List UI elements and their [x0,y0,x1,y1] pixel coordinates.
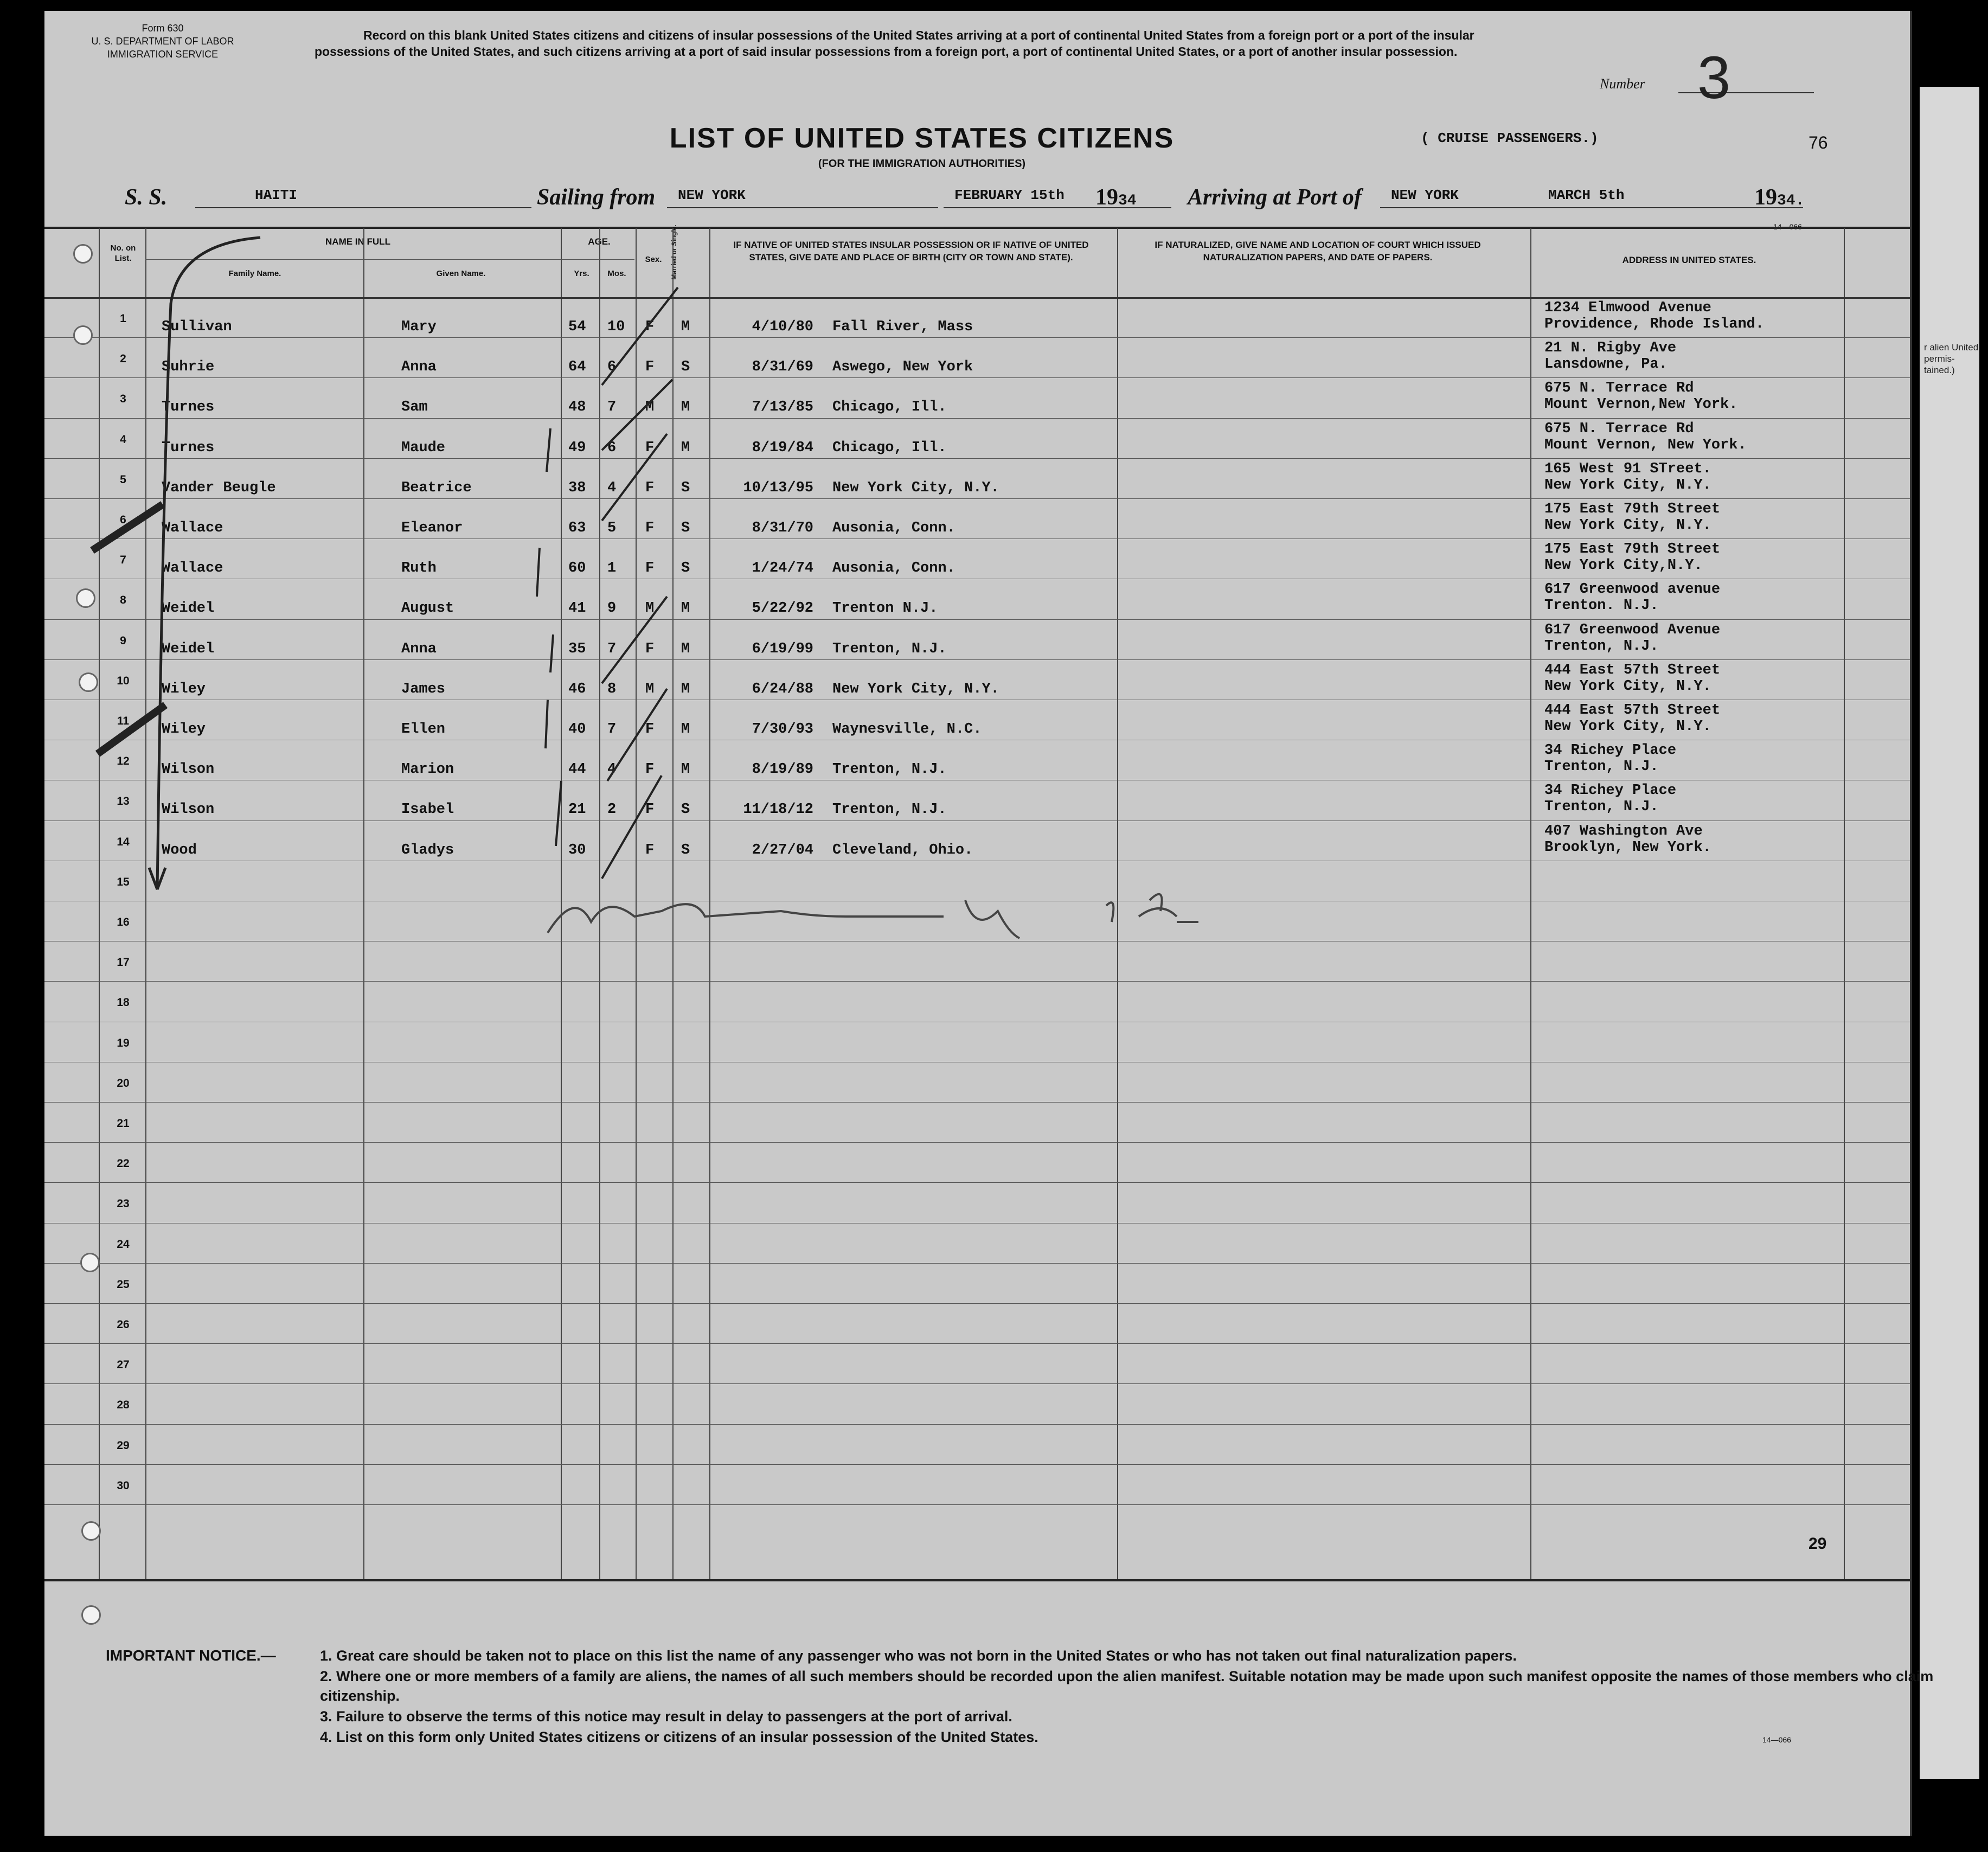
arrival-date: MARCH 5th [1548,187,1625,203]
address-line-1: 175 East 79th Street [1544,541,1721,557]
header-years: Yrs. [574,269,589,278]
page-title: LIST OF UNITED STATES CITIZENS [669,123,1175,154]
address-line-1: 34 Richey Place [1544,783,1677,799]
address-line-2: Mount Vernon, New York. [1544,437,1747,453]
age-months: 7 [607,399,617,415]
row-number: 30 [117,1479,130,1492]
address-line-1: 21 N. Rigby Ave [1544,340,1677,356]
form-code-top: 14—066 [1773,222,1802,231]
row-number: 28 [117,1399,130,1411]
sex: M [645,681,655,697]
family-name: Weidel [162,641,215,657]
row-number: 21 [117,1117,130,1130]
age-months: 10 [607,319,625,335]
family-name: Wiley [162,681,206,697]
age-years: 35 [568,641,586,657]
row-number: 6 [120,514,126,526]
sailing-date: FEBRUARY 15th [954,187,1064,203]
age-months: 2 [607,802,617,818]
age-months: 6 [607,440,617,456]
age-months: 8 [607,681,617,697]
age-years: 21 [568,802,586,818]
birth-date: 8/31/69 [752,359,813,375]
family-name: Wood [162,842,197,858]
birth-place: Trenton, N.J. [832,641,947,657]
header-married-single: Married or Single. [670,225,678,280]
header-no-on-list: No. on List. [110,243,136,263]
given-name: Maude [401,440,446,456]
row-number: 24 [117,1238,130,1251]
address-line-2: New York City, N.Y. [1544,719,1711,735]
birth-date: 11/18/12 [743,802,813,818]
given-name: James [401,681,446,697]
header-family-name: Family Name. [228,269,281,278]
age-months: 5 [607,520,617,536]
sailing-label: Sailing from [537,185,656,210]
address-line-2: Trenton. N.J. [1544,598,1659,614]
marital-status: S [681,480,690,496]
bracket-arrow-mark [149,238,260,889]
sex: F [645,721,655,738]
marital-status: M [681,600,690,617]
row-number: 16 [117,916,130,928]
row-number: 20 [117,1077,130,1090]
age-months: 6 [607,359,617,375]
number-label: Number [1600,76,1645,92]
family-name: Wallace [162,560,223,576]
record-instructions: Record on this blank United States citizens and citizens of insular possessions of the United States arriving at a port of continental United States from a foreign port or a port of the insular possessions of the United States, and such citizens arriving at a port of said insular possessions from a foreign port, a port of continental United States, or a port of another insular possession. [315,28,1474,59]
sailing-year: 34 [1118,193,1137,209]
header-naturalized: IF NATURALIZED, GIVE NAME AND LOCATION OF COURT WHICH ISSUED NATURALIZATION PAPERS, AND DATE OF PAPERS. [1155,240,1481,262]
marital-status: S [681,560,690,576]
marital-status: M [681,641,690,657]
arriving-label: Arriving at Port of [1188,185,1362,210]
given-name: Eleanor [401,520,463,536]
row-number: 15 [117,876,130,888]
given-name: August [401,600,454,617]
row-number: 10 [117,675,130,687]
sex: F [645,802,655,818]
row-number: 1 [120,312,126,325]
department-name: U. S. DEPARTMENT OF LABOR [91,36,234,47]
notice-item-1: 1. Great care should be taken not to place on this list the name of any passenger who was not born in the United States or who has not taken out final naturalization papers. [320,1648,1517,1664]
birth-date: 7/13/85 [752,399,813,415]
birth-place: Waynesville, N.C. [832,721,982,738]
age-months: 9 [607,600,617,617]
row-number: 18 [117,996,130,1009]
list-number: 3 [1697,44,1731,111]
marital-status: S [681,520,690,536]
family-name: Wilson [162,802,215,818]
birth-date: 10/13/95 [743,480,813,496]
sex: F [645,319,655,335]
age-months: 1 [607,560,617,576]
age-years: 30 [568,842,586,858]
age-years: 49 [568,440,586,456]
given-name: Anna [401,641,437,657]
birth-place: New York City, N.Y. [832,480,999,496]
birth-place: Trenton N.J. [832,600,938,617]
address-line-2: New York City, N.Y. [1544,477,1711,494]
arrival-port: NEW YORK [1391,187,1459,203]
ship-name: HAITI [255,187,298,203]
family-name: Wilson [162,761,215,778]
address-line-1: 34 Richey Place [1544,742,1677,759]
marital-status: M [681,440,690,456]
marital-status: M [681,761,690,778]
address-line-2: Providence, Rhode Island. [1544,316,1765,332]
birth-date: 8/31/70 [752,520,813,536]
family-name: Suhrie [162,359,215,375]
family-name: Vander Beugle [162,480,276,496]
birth-place: Trenton, N.J. [832,761,947,778]
address-line-2: Trenton, N.J. [1544,799,1659,815]
family-name: Wiley [162,721,206,738]
age-years: 63 [568,520,586,536]
adjacent-page-text: r alien United permis- tained.) [1924,342,1979,375]
marital-status: S [681,359,690,375]
form-code-bottom: 14—066 [1762,1735,1791,1744]
row-number: 7 [120,554,126,566]
row-number: 25 [117,1278,130,1291]
service-name: IMMIGRATION SERVICE [107,49,219,60]
age-months: 7 [607,721,617,738]
birth-place: Chicago, Ill. [832,399,947,415]
birth-place: Cleveland, Ohio. [832,842,973,858]
birth-date: 6/24/88 [752,681,813,697]
address-line-2: New York City, N.Y. [1544,517,1711,534]
header-address: ADDRESS IN UNITED STATES. [1622,255,1756,265]
family-name: Turnes [162,399,215,415]
birth-date: 2/27/04 [752,842,813,858]
sex: F [645,440,655,456]
address-line-2: Trenton, N.J. [1544,759,1659,775]
birth-date: 1/24/74 [752,560,813,576]
sex: F [645,842,655,858]
header-name-in-full: NAME IN FULL [325,236,390,247]
age-years: 46 [568,681,586,697]
family-name: Weidel [162,600,215,617]
birth-date: 6/19/99 [752,641,813,657]
form-number: Form 630 [142,23,184,34]
given-name: Gladys [401,842,454,858]
birth-place: Ausonia, Conn. [832,520,955,536]
row-number: 22 [117,1157,130,1170]
birth-date: 7/30/93 [752,721,813,738]
birth-place: Fall River, Mass [832,319,973,335]
cruise-note: ( CRUISE PASSENGERS.) [1421,130,1599,146]
row-number: 3 [120,393,126,405]
row-number: 26 [117,1318,130,1331]
age-months: 4 [607,480,617,496]
sex: M [645,399,655,415]
row-number: 2 [120,353,126,365]
address-line-2: New York City,N.Y. [1544,557,1703,574]
address-line-1: 675 N. Terrace Rd [1544,421,1694,437]
family-name: Turnes [162,440,215,456]
sex: F [645,359,655,375]
marital-status: M [681,721,690,738]
notice-item-4: 4. List on this form only United States citizens or citizens of an insular possession of the United States. [320,1729,1038,1745]
page-subtitle: (FOR THE IMMIGRATION AUTHORITIES) [818,158,1026,170]
address-line-1: 444 East 57th Street [1544,662,1721,678]
marital-status: M [681,399,690,415]
family-name: Wallace [162,520,223,536]
sex: F [645,520,655,536]
age-years: 64 [568,359,586,375]
row-number: 5 [120,473,126,486]
address-line-1: 617 Greenwood avenue [1544,581,1721,598]
notice-item-3: 3. Failure to observe the terms of this notice may result in delay to passengers at the port of arrival. [320,1708,1012,1725]
age-years: 40 [568,721,586,738]
address-line-1: 175 East 79th Street [1544,501,1721,517]
marital-status: M [681,319,690,335]
birth-place: Aswego, New York [832,359,973,375]
address-line-2: Mount Vernon,New York. [1544,396,1738,413]
arrival-year: 34. [1777,193,1805,209]
signature-mark [548,894,1198,938]
row-number: 17 [117,956,130,969]
marital-status: S [681,802,690,818]
age-years: 54 [568,319,586,335]
age-years: 48 [568,399,586,415]
birth-date: 8/19/84 [752,440,813,456]
row-number: 8 [120,594,126,606]
given-name: Marion [401,761,454,778]
age-months: 7 [607,641,617,657]
row-number: 29 [117,1439,130,1452]
address-line-1: 617 Greenwood Avenue [1544,622,1721,638]
age-check-marks [602,287,678,879]
birth-date: 5/22/92 [752,600,813,617]
birth-place: Trenton, N.J. [832,802,947,818]
given-name: Anna [401,359,437,375]
page-number: 76 [1809,133,1828,152]
birth-place: Chicago, Ill. [832,440,947,456]
sailing-port: NEW YORK [678,187,746,203]
address-line-1: 1234 Elmwood Avenue [1544,300,1711,316]
birth-date: 4/10/80 [752,319,813,335]
row-number: 9 [120,635,126,647]
address-line-1: 444 East 57th Street [1544,702,1721,719]
age-years: 60 [568,560,586,576]
tally-number: 29 [1809,1535,1827,1553]
row-number: 4 [120,433,126,446]
row-number: 23 [117,1197,130,1210]
family-name: Sullivan [162,319,232,335]
sex: F [645,641,655,657]
birth-place: New York City, N.Y. [832,681,999,697]
ss-label: S. S. [125,185,168,210]
birth-date: 8/19/89 [752,761,813,778]
sex: F [645,480,655,496]
given-name: Sam [401,399,428,415]
address-line-1: 165 West 91 STreet. [1544,461,1711,477]
age-years: 38 [568,480,586,496]
notice-heading: IMPORTANT NOTICE.— [106,1647,276,1664]
row-number: 12 [117,755,130,767]
row-number: 14 [117,836,130,848]
given-name: Ruth [401,560,437,576]
sailing-year-prefix: 19 [1095,185,1118,210]
age-years: 41 [568,600,586,617]
sex: M [645,600,655,617]
row-number: 19 [117,1037,130,1049]
arrival-year-prefix: 19 [1754,185,1777,210]
birth-place: Ausonia, Conn. [832,560,955,576]
tally-marks [537,428,561,846]
table-bottom-rule [44,1579,1910,1581]
header-sex: Sex. [645,255,662,264]
header-birth: IF NATIVE OF UNITED STATES INSULAR POSSESSION OR IF NATIVE OF UNITED STATES, GIVE DATE AND PLACE OF BIRTH (CITY OR TOWN AND STATE). [733,240,1089,262]
address-line-2: New York City, N.Y. [1544,678,1711,695]
header-age: AGE. [588,236,611,247]
sex: F [645,761,655,778]
row-number: 11 [117,715,130,727]
header-months: Mos. [607,269,626,278]
address-line-1: 675 N. Terrace Rd [1544,380,1694,396]
sex: F [645,560,655,576]
given-name: Isabel [401,802,454,818]
notice-item-2: 2. Where one or more members of a family are aliens, the names of all such members should be recorded upon the alien manifest. Suitable notation may be made upon such manifest opposite the names of those members who claim citizenship. [320,1668,1934,1704]
age-years: 44 [568,761,586,778]
row-number: 27 [117,1358,130,1371]
address-line-2: Lansdowne, Pa. [1544,356,1668,373]
marital-status: S [681,842,690,858]
age-months: 4 [607,761,617,778]
marital-status: M [681,681,690,697]
strike-marks [92,504,165,754]
given-name: Mary [401,319,437,335]
address-line-2: Brooklyn, New York. [1544,840,1711,856]
address-line-2: Trenton, N.J. [1544,638,1659,655]
row-number: 13 [117,795,130,808]
header-given-name: Given Name. [436,269,486,278]
given-name: Ellen [401,721,446,738]
address-line-1: 407 Washington Ave [1544,823,1703,840]
given-name: Beatrice [401,480,472,496]
